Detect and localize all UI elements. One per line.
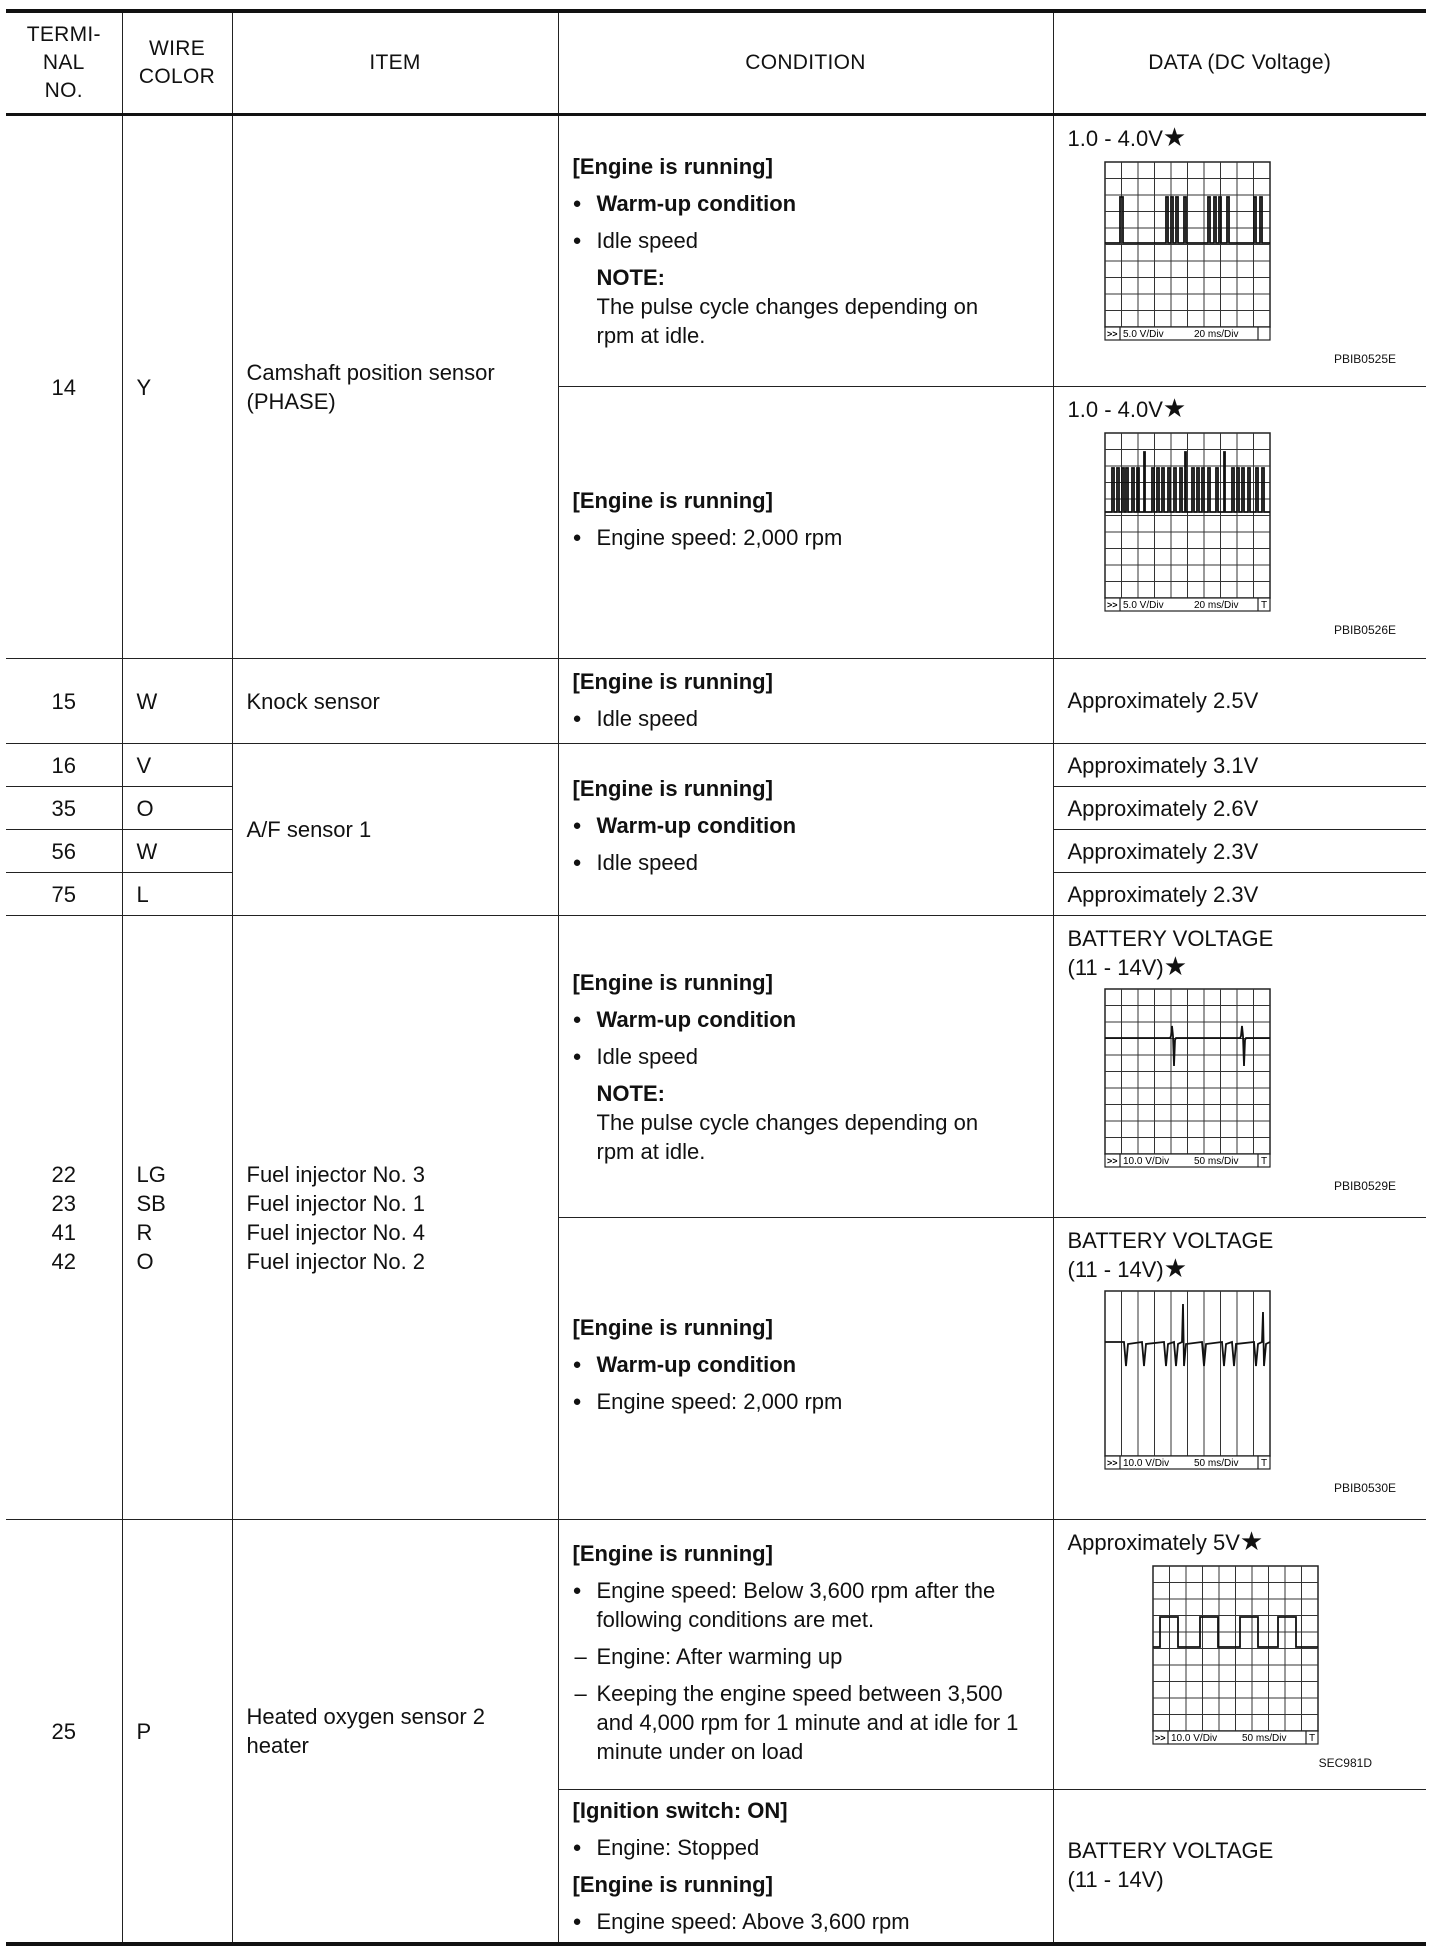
note-line: The pulse cycle changes depending on — [596, 294, 979, 319]
header-wire-color — [122, 11, 232, 115]
scope-time-scale: 50 ms/Div — [1193, 1156, 1238, 1167]
star-icon: ★ — [1162, 122, 1187, 152]
item-cell — [232, 1520, 558, 1945]
terminal-cell: 14 — [6, 115, 122, 659]
condition-bullet: ● Warm-up condition — [573, 811, 1039, 840]
item-cell — [232, 916, 558, 1520]
note-line: The pulse cycle changes depending on — [596, 1109, 979, 1135]
scope-trigger-mark: T — [1260, 1458, 1267, 1469]
terminal-cell — [6, 916, 122, 1520]
wire-color-cell: Y — [122, 115, 232, 659]
terminal-number: 42 — [51, 1248, 76, 1274]
condition-heading: [Engine is running] — [572, 487, 773, 513]
header-terminal-line: NAL — [42, 51, 85, 74]
wire-color-cell: O — [122, 787, 232, 830]
figure-id: PBIB0530E — [1333, 1481, 1396, 1495]
wire-color: SB — [136, 1190, 166, 1216]
item-line: Fuel injector No. 1 — [246, 1190, 426, 1216]
condition-heading: [Ignition switch: ON] — [572, 1798, 788, 1823]
condition-cell — [558, 744, 1053, 916]
svg-text:>>: >> — [1106, 329, 1118, 339]
header-condition: CONDITION — [558, 11, 1053, 115]
condition-heading: [Engine is running] — [572, 1315, 773, 1340]
scope-volt-scale: 5.0 V/Div — [1122, 329, 1164, 340]
data-value-text: 1.0 - 4.0V — [1067, 397, 1163, 422]
condition-bullet: ● Warm-up condition — [573, 1350, 1039, 1379]
note-heading: NOTE: — [596, 265, 665, 290]
scope-trigger-mark: T — [1308, 1733, 1315, 1744]
header-terminal-line: NO. — [44, 79, 83, 102]
wire-color: R — [136, 1219, 153, 1245]
svg-text:>>: >> — [1106, 1156, 1118, 1166]
item-cell — [232, 115, 558, 659]
header-row — [6, 11, 1426, 115]
wire-color: O — [136, 1248, 154, 1274]
data-cell: Approximately 2.5V — [1053, 659, 1426, 744]
condition-heading: [Engine is running] — [572, 154, 773, 179]
data-value-text: (11 - 14V) — [1067, 1867, 1164, 1892]
condition-heading: [Engine is running] — [572, 776, 773, 801]
condition-heading: [Engine is running] — [572, 669, 773, 694]
header-data: DATA (DC Voltage) — [1053, 11, 1426, 115]
condition-bullet: ● Warm-up condition — [573, 1005, 1039, 1034]
note-heading: NOTE: — [596, 1080, 665, 1106]
svg-text:>>: >> — [1106, 600, 1118, 610]
terminal-cell: 15 — [6, 659, 122, 744]
terminal-number: 41 — [51, 1219, 76, 1245]
data-cell — [1053, 115, 1426, 387]
item-line: Fuel injector No. 3 — [246, 1161, 426, 1187]
condition-bullet: ● Engine speed: 2,000 rpm — [573, 1387, 1039, 1416]
scope-volt-scale: 10.0 V/Div — [1122, 1458, 1169, 1469]
item-cell: Knock sensor — [232, 659, 558, 744]
data-value — [1068, 1255, 1413, 1284]
table-row — [6, 1520, 1426, 1790]
header-wire-line: WIRE — [148, 37, 206, 60]
condition-cell — [558, 1520, 1053, 1790]
table-row — [6, 744, 1426, 787]
oscilloscope-waveform-heater — [1152, 1565, 1322, 1745]
terminal-cell: 25 — [6, 1520, 122, 1945]
data-value-text: BATTERY VOLTAGE — [1067, 1838, 1274, 1863]
item-cell: A/F sensor 1 — [232, 744, 558, 916]
scope-time-scale: 20 ms/Div — [1193, 600, 1238, 611]
scope-volt-scale: 10.0 V/Div — [1122, 1156, 1169, 1167]
table-row — [6, 115, 1426, 387]
header-terminal-line: TERMI- — [26, 23, 101, 46]
wire-color-cell: V — [122, 744, 232, 787]
terminal-cell: 56 — [6, 830, 122, 873]
star-icon: ★ — [1162, 393, 1187, 423]
condition-cell — [558, 387, 1053, 659]
condition-bullet: ● Idle speed — [573, 848, 1039, 877]
condition-cell — [558, 916, 1053, 1218]
scope-trigger-mark: T — [1260, 600, 1267, 611]
wire-color-cell: W — [122, 659, 232, 744]
data-cell: Approximately 2.3V — [1053, 873, 1426, 916]
item-line: Fuel injector No. 2 — [246, 1248, 426, 1274]
star-icon: ★ — [1163, 1253, 1187, 1283]
data-cell: Approximately 3.1V — [1053, 744, 1426, 787]
wire-color-cell — [122, 916, 232, 1520]
table-row — [6, 659, 1426, 744]
svg-text:>>: >> — [1154, 1733, 1166, 1743]
data-value-text: (11 - 14V) — [1067, 1257, 1164, 1282]
scope-volt-scale: 5.0 V/Div — [1122, 600, 1164, 611]
condition-line: and 4,000 rpm for 1 minute and at idle for 1 — [596, 1710, 1019, 1735]
item-line: heater — [246, 1733, 309, 1758]
svg-text:>>: >> — [1106, 1458, 1118, 1468]
scope-time-scale: 50 ms/Div — [1193, 1458, 1238, 1469]
oscilloscope-waveform-idle — [1104, 161, 1274, 341]
data-cell: Approximately 2.6V — [1053, 787, 1426, 830]
data-cell — [1053, 1790, 1426, 1945]
condition-line: minute under on load — [596, 1739, 804, 1764]
condition-line: – Keeping the engine speed between 3,500 — [596, 1681, 1003, 1706]
condition-dash-item: – Engine: After warming up — [573, 1642, 1039, 1671]
star-icon: ★ — [1163, 951, 1187, 981]
wire-color-cell: W — [122, 830, 232, 873]
data-value-text: (11 - 14V) — [1067, 955, 1164, 980]
header-terminal — [6, 11, 122, 115]
condition-note — [573, 263, 1039, 350]
oscilloscope-waveform-injector-2000rpm — [1104, 1290, 1274, 1470]
wire-color-cell: L — [122, 873, 232, 916]
data-value-text: BATTERY VOLTAGE — [1067, 1228, 1274, 1253]
condition-bullet: ● Idle speed — [573, 226, 1039, 255]
item-line: (PHASE) — [246, 389, 336, 414]
condition-bullet: ● Engine: Stopped — [573, 1833, 1039, 1862]
note-line: rpm at idle. — [596, 323, 706, 348]
condition-cell — [558, 659, 1053, 744]
condition-cell — [558, 115, 1053, 387]
header-item: ITEM — [232, 11, 558, 115]
condition-cell — [558, 1790, 1053, 1945]
data-value — [1068, 124, 1413, 153]
data-value-text: 1.0 - 4.0V — [1067, 126, 1163, 151]
data-value — [1068, 953, 1413, 982]
item-line: Camshaft position sensor — [246, 360, 495, 385]
figure-id: PBIB0525E — [1333, 352, 1396, 366]
data-cell — [1053, 916, 1426, 1218]
data-cell — [1053, 1520, 1426, 1790]
condition-line: ● Engine speed: Below 3,600 rpm after the — [596, 1578, 996, 1603]
figure-id: PBIB0526E — [1333, 623, 1396, 637]
condition-line: following conditions are met. — [596, 1607, 875, 1632]
ecm-terminal-table — [6, 9, 1426, 1946]
condition-bullet: ● Idle speed — [573, 704, 1039, 733]
wire-color: LG — [136, 1161, 166, 1187]
data-value — [1068, 1528, 1413, 1557]
condition-note — [573, 1079, 1039, 1166]
terminal-cell: 75 — [6, 873, 122, 916]
condition-bullet: ● Engine speed: Above 3,600 rpm — [573, 1907, 1039, 1936]
data-value-text: Approximately 5V — [1067, 1530, 1240, 1555]
condition-dash-item — [573, 1679, 1039, 1766]
figure-id: SEC981D — [1318, 1756, 1372, 1770]
condition-cell — [558, 1218, 1053, 1520]
condition-bullet — [573, 1576, 1039, 1634]
terminal-cell: 35 — [6, 787, 122, 830]
condition-heading: [Engine is running] — [572, 969, 773, 995]
note-line: rpm at idle. — [596, 1138, 706, 1164]
oscilloscope-waveform-2000rpm — [1104, 432, 1274, 612]
star-icon: ★ — [1239, 1526, 1264, 1556]
condition-bullet: ● Engine speed: 2,000 rpm — [573, 523, 1039, 552]
ecm-terminal-table-container — [6, 9, 1426, 1946]
figure-id: PBIB0529E — [1333, 1179, 1396, 1193]
condition-heading: [Engine is running] — [572, 1541, 773, 1566]
header-wire-line: COLOR — [138, 65, 216, 88]
oscilloscope-waveform-injector-idle — [1104, 988, 1274, 1168]
data-value — [1068, 395, 1413, 424]
data-cell: Approximately 2.3V — [1053, 830, 1426, 873]
item-line: Heated oxygen sensor 2 — [246, 1704, 485, 1729]
data-cell — [1053, 1218, 1426, 1520]
terminal-number: 22 — [51, 1161, 76, 1187]
scope-time-scale: 50 ms/Div — [1241, 1733, 1286, 1744]
wire-color-cell: P — [122, 1520, 232, 1945]
condition-heading: [Engine is running] — [572, 1872, 773, 1897]
data-cell — [1053, 387, 1426, 659]
condition-bullet: ● Warm-up condition — [573, 189, 1039, 218]
scope-volt-scale: 10.0 V/Div — [1170, 1733, 1217, 1744]
item-line: Fuel injector No. 4 — [246, 1219, 426, 1245]
scope-trigger-mark: T — [1260, 1156, 1267, 1167]
table-row — [6, 916, 1426, 1218]
data-value-text: BATTERY VOLTAGE — [1067, 926, 1274, 951]
scope-time-scale: 20 ms/Div — [1193, 329, 1238, 340]
condition-bullet: ● Idle speed — [573, 1042, 1039, 1071]
terminal-number: 23 — [51, 1190, 76, 1216]
terminal-cell: 16 — [6, 744, 122, 787]
